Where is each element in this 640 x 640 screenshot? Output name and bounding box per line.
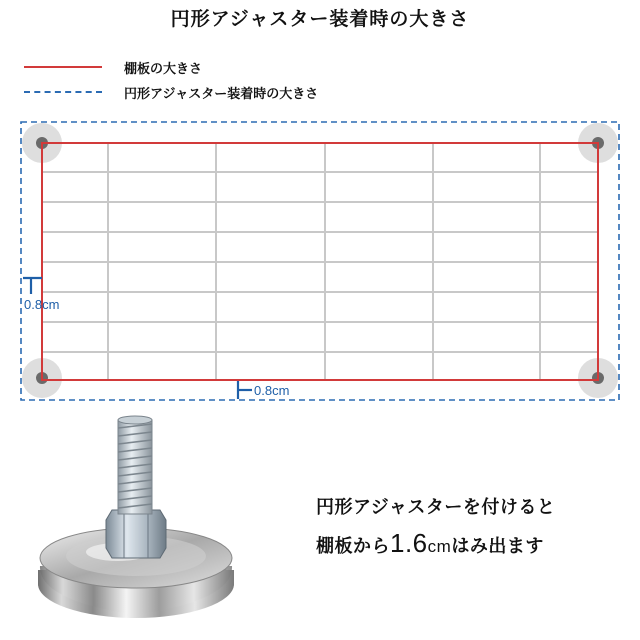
shelf-grid — [42, 143, 598, 380]
adjuster-hex-nut — [106, 510, 166, 558]
bottom-dimension-marker — [238, 381, 252, 399]
side-dimension-label: 0.8cm — [24, 297, 60, 312]
round-adjuster-illustration — [38, 416, 234, 618]
legend-label-shelf-size: 棚板の大きさ — [124, 61, 203, 77]
caption-value: 1.6 — [390, 528, 428, 558]
caption-line-2 — [316, 528, 544, 559]
page-title: 円形アジャスター装着時の大きさ — [170, 8, 470, 30]
caption-unit: cm — [427, 537, 452, 556]
caption-line-1: 円形アジャスターを付けると — [316, 497, 556, 518]
side-dimension-marker — [23, 278, 42, 294]
caption-suffix: はみ出ます — [451, 536, 544, 557]
caption-prefix: 棚板から — [316, 536, 390, 557]
legend-label-with-adjuster: 円形アジャスター装着時の大きさ — [124, 86, 319, 102]
adjuster-feet — [22, 123, 618, 398]
bottom-dimension-label: 0.8cm — [254, 383, 290, 398]
